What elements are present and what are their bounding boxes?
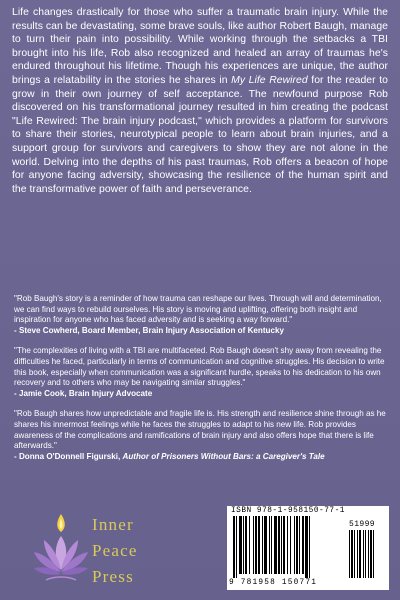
description-text-1: Life changes drastically for those who suffer a traumatic brain injury. While the results can be devastating, some brave souls, like author Robert Baugh, manage to turn their pain into possibility. While working through the setbacks a TBI brought into his life, Rob also recognized and healed an array of traumas he's endured throughout his lifetime. Though his experiences are unique, the author brings a relatability in the stories he shares in <box>12 7 388 86</box>
endorsement-quote: "Rob Baugh's story is a reminder of how trauma can reshape our lives. Through will and determination, we can find ways to rebuild ourselves. His story is moving and uplifting, offering both insight and inspiration for anyone who has faced adversity and is seeking a way forward." <box>14 294 382 325</box>
lotus-flame-icon <box>32 510 90 590</box>
endorsement-author: - Donna O'Donnell Figurski, <box>14 451 123 461</box>
endorsement-source: - Steve Cowherd, Board Member, Brain Injury Association of Kentucky <box>14 325 284 335</box>
publisher-logo <box>32 506 182 592</box>
description-paragraph <box>12 6 388 196</box>
publisher-name-line-2: Peace <box>92 541 138 560</box>
description-text-2: for the reader to grow in their own journey of self acceptance. The newfound purpose Rob discovered on his transformational journey resulted in him creating the podcast "Life Rewired: The brain injury podcast," which provides a platform for survivors to share their stories, neurotypical people to learn about brain injuries, and a support group for survivors and caregivers to show they are not alone in the world. Delving into the depths of his past traumas, Rob offers a beacon of hope for anyone facing adversity, showcasing the resilience of the human spirit and the transformative power of faith and perseverance. <box>12 74 388 195</box>
isbn-barcode <box>227 506 389 590</box>
endorsements <box>14 294 388 472</box>
publisher-name-line-3: Press <box>92 567 134 586</box>
barcode-bars <box>231 516 385 578</box>
endorsement-source <box>14 452 388 463</box>
publisher-name <box>92 512 138 590</box>
endorsement-source: - Jamie Cook, Brain Injury Advocate <box>14 388 153 398</box>
endorsement-quote: "Rob Baugh shares how unpredictable and fragile life is. His strength and resilience shine through as he shares his innermost feelings while he faces the struggles to adapt to his new life. Rob provides awareness of the complications and ramifications of brain injury and also offers hope that there is life afterwards." <box>14 409 386 451</box>
isbn-number: ISBN 978-1-958150-77-1 <box>231 507 345 515</box>
endorsement-3 <box>14 409 388 462</box>
endorsement-quote: "The complexities of living with a TBI are multifaceted. Rob Baugh doesn't shy away from revealing the difficulties he faced, particularly in terms of communication and cognitive struggles. His decision to write this book, especially when communication was a significant hurdle, speaks to his dedication to his own recovery and to others who may be navigating similar struggles." <box>14 346 385 388</box>
endorsement-author-title: Author of Prisoners Without Bars: a Caregiver's Tale <box>122 451 325 461</box>
book-description <box>12 6 388 196</box>
endorsement-2 <box>14 346 388 399</box>
price-code: 51999 <box>349 520 376 529</box>
publisher-name-line-1: Inner <box>92 515 134 534</box>
endorsement-1 <box>14 294 388 336</box>
book-title-italic: My Life Rewired <box>231 74 308 86</box>
ean-number: 9 781958 150771 <box>229 579 318 587</box>
